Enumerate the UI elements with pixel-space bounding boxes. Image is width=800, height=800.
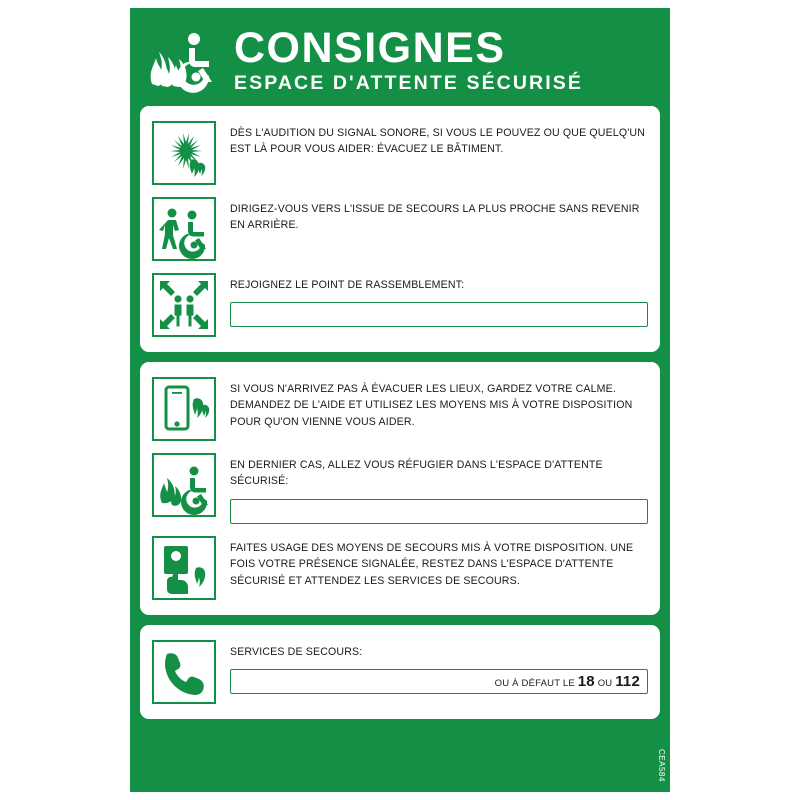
emergency-hint-or: OU	[597, 678, 613, 690]
emergency-number-hint	[495, 673, 640, 690]
instruction-row	[152, 371, 648, 447]
call-button-icon	[152, 536, 216, 600]
page-subtitle: ESPACE D'ATTENTE SÉCURISÉ	[234, 71, 583, 94]
safety-instructions-poster	[130, 8, 670, 792]
emergency-number-18: 18	[577, 673, 595, 691]
instruction-row	[152, 530, 648, 606]
instruction-text: SERVICES DE SECOURS:	[230, 645, 363, 658]
page-title: CONSIGNES	[234, 23, 506, 72]
emergency-number-112: 112	[615, 673, 640, 691]
safe-waiting-area-input[interactable]	[230, 499, 648, 524]
instruction-text: DIRIGEZ-VOUS VERS L'ISSUE DE SECOURS LA PLUS PROCHE SANS REVENIR EN ARRIÈRE.	[230, 203, 640, 232]
emergency-hint-prefix: OU À DÉFAUT LE	[494, 678, 575, 690]
telephone-icon	[152, 640, 216, 704]
poster-header	[140, 18, 660, 106]
instruction-body	[230, 121, 648, 158]
instruction-text: EN DERNIER CAS, ALLEZ VOUS RÉFUGIER DANS L'ESPACE D'ATTENTE SÉCURISÉ:	[230, 459, 603, 488]
instruction-text: REJOIGNEZ LE POINT DE RASSEMBLEMENT:	[230, 279, 465, 291]
instruction-row	[152, 447, 648, 530]
instruction-row	[152, 115, 648, 191]
safe-waiting-area-icon	[152, 453, 216, 517]
poster-header-text	[234, 25, 654, 94]
instruction-text: SI VOUS N'ARRIVEZ PAS À ÉVACUER LES LIEUX, GARDEZ VOTRE CALME. DEMANDEZ DE L'AIDE ET UTILISEZ LES MOYENS MIS À VOTRE DISPOSITION POUR QU'ON VIENNE VOUS AIDER.	[230, 383, 633, 428]
instruction-body	[230, 197, 648, 234]
assisted-evacuation-icon	[152, 197, 216, 261]
mobile-phone-icon	[152, 377, 216, 441]
assembly-point-input[interactable]	[230, 302, 648, 327]
instruction-body	[230, 453, 648, 524]
section-refuge	[140, 362, 660, 615]
reference-code: CEA584	[657, 749, 666, 782]
section-evacuation	[140, 106, 660, 352]
instruction-body	[230, 640, 648, 694]
instruction-body	[230, 273, 648, 327]
instruction-body	[230, 536, 648, 589]
alarm-signal-icon	[152, 121, 216, 185]
instruction-body	[230, 377, 648, 430]
evacuation-wheelchair-flame-icon	[146, 22, 220, 96]
assembly-point-icon	[152, 273, 216, 337]
instruction-text: FAITES USAGE DES MOYENS DE SECOURS MIS À VOTRE DISPOSITION. UNE FOIS VOTRE PRÉSENCE SIGNALÉE, RESTEZ DANS L'ESPACE D'ATTENTE SÉCURISÉ ET ATTENDEZ LES SERVICES DE SECOURS.	[230, 541, 634, 587]
emergency-number-input[interactable]	[230, 669, 648, 694]
instruction-row	[152, 267, 648, 343]
instruction-row	[152, 191, 648, 267]
instruction-row	[152, 634, 648, 710]
section-emergency-services	[140, 625, 660, 719]
instruction-text: DÈS L'AUDITION DU SIGNAL SONORE, SI VOUS LE POUVEZ OU QUE QUELQ'UN EST LÀ POUR VOUS AIDER: ÉVACUEZ LE BÂTIMENT.	[230, 127, 646, 156]
